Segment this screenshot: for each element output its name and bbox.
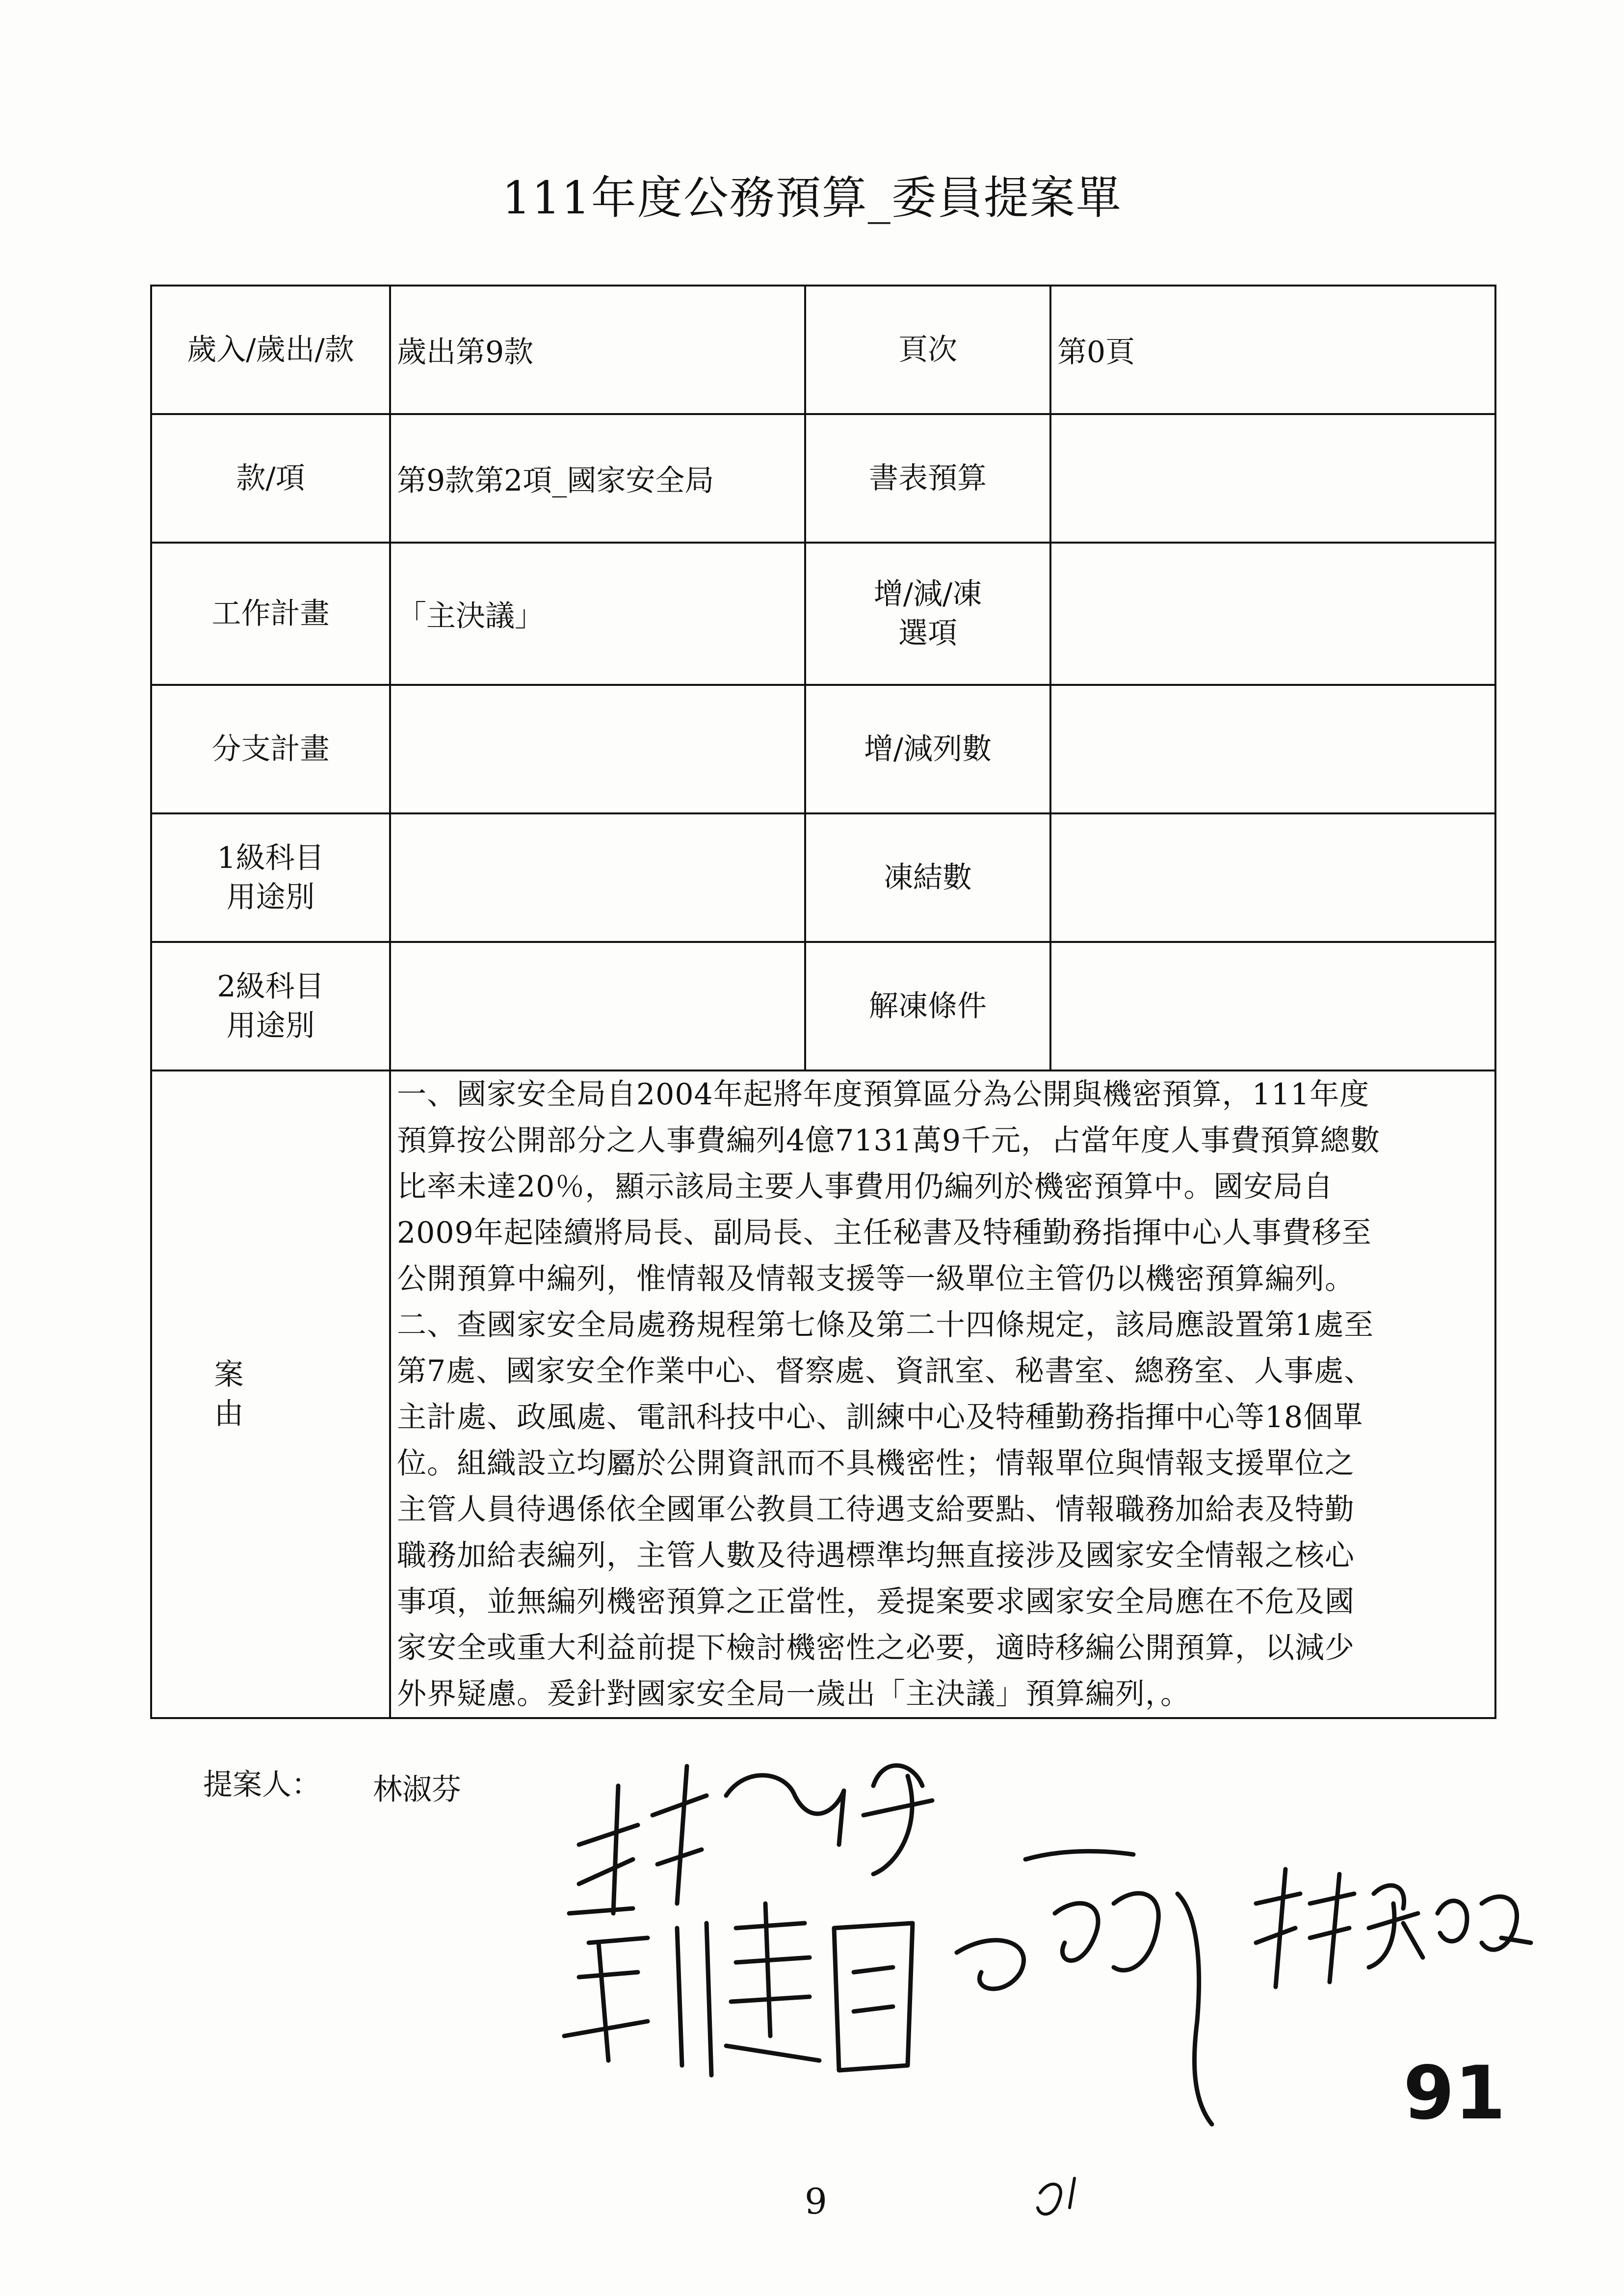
reason-line: 家安全或重大利益前提下檢討機密性之必要，適時移編公開預算，以減少 — [397, 1631, 1355, 1665]
value-page: 第0頁 — [1050, 286, 1495, 414]
label-work-plan: 工作計畫 — [151, 543, 390, 685]
proposer-label: 提案人： — [203, 1768, 321, 1802]
reason-line: 2009年起陸續將局長、副局長、主任秘書及特種勤務指揮中心人事費移至 — [397, 1216, 1372, 1250]
label-page: 頁次 — [805, 286, 1050, 414]
reason-line: 主計處、政風處、電訊科技中心、訓練中心及特種勤務指揮中心等18個單 — [397, 1400, 1363, 1435]
reason-line: 外界疑慮。爰針對國家安全局一歲出「主決議」預算編列，。 — [397, 1677, 1190, 1711]
label-statement-budget: 書表預算 — [805, 414, 1050, 543]
reason-line: 主管人員待遇係依全國軍公教員工待遇支給要點、情報職務加給表及特勤 — [397, 1492, 1355, 1527]
value-section: 第9款第2項_國家安全局 — [390, 414, 805, 543]
label-adjust-option-line2: 選項 — [898, 616, 957, 651]
value-work-plan: 「主決議」 — [390, 543, 805, 685]
label-unfreeze-condition: 解凍條件 — [805, 942, 1050, 1070]
handwritten-mark — [1038, 2178, 1074, 2214]
stamp-number: 91 — [1403, 2051, 1506, 2136]
reason-line: 比率未達20％，顯示該局主要人事費用仍編列於機密預算中。國安局自 — [397, 1170, 1334, 1204]
signature-3 — [957, 1851, 1212, 2124]
value-category: 歲出第9款 — [390, 286, 805, 414]
reason-line: 二、查國家安全局處務規程第七條及第二十四條規定，該局應設置第1處至 — [397, 1308, 1374, 1342]
reason-line: 位。組織設立均屬於公開資訊而不具機密性；情報單位與情報支援單位之 — [397, 1446, 1355, 1481]
reason-line: 公開預算中編列，惟情報及情報支援等一級單位主管仍以機密預算編列。 — [397, 1262, 1355, 1296]
reason-line: 事項，並無編列機密預算之正當性，爰提案要求國家安全局應在不危及國 — [397, 1585, 1355, 1619]
label-level2-subject-line1: 2級科目 — [217, 969, 324, 1004]
signature-1 — [579, 1766, 932, 1913]
label-frozen-amount: 凍結數 — [805, 813, 1050, 942]
label-adjust-option-line1: 增/減/凍 — [873, 577, 982, 611]
label-adjust-amount: 增/減列數 — [805, 685, 1050, 813]
label-section: 款/項 — [151, 414, 390, 543]
label-level1-subject-line2: 用途別 — [226, 880, 315, 914]
label-reason-text: 案由 — [214, 1357, 327, 1431]
signature-4 — [1256, 1869, 1531, 1987]
reason-line: 一、國家安全局自2004年起將年度預算區分為公開與機密預算，111年度 — [397, 1077, 1370, 1112]
reason-line: 第7處、國家安全作業中心、督察處、資訊室、秘書室、總務室、人事處、 — [397, 1354, 1374, 1388]
signature-2 — [564, 1904, 913, 2075]
form-title: 111年度公務預算_委員提案單 — [502, 172, 1122, 224]
label-category: 歲入/歲出/款 — [151, 286, 390, 414]
label-level2-subject-line2: 用途別 — [226, 1009, 315, 1043]
proposer-name: 林淑芬 — [373, 1773, 461, 1807]
label-branch-plan: 分支計畫 — [151, 685, 390, 813]
page-number: 9 — [805, 2181, 827, 2222]
reason-line: 職務加給表編列，主管人數及待遇標準均無直接涉及國家安全情報之核心 — [397, 1539, 1355, 1573]
label-level1-subject-line1: 1級科目 — [217, 841, 324, 875]
reason-line: 預算按公開部分之人事費編列4億7131萬9千元，占當年度人事費預算總數 — [397, 1123, 1381, 1158]
